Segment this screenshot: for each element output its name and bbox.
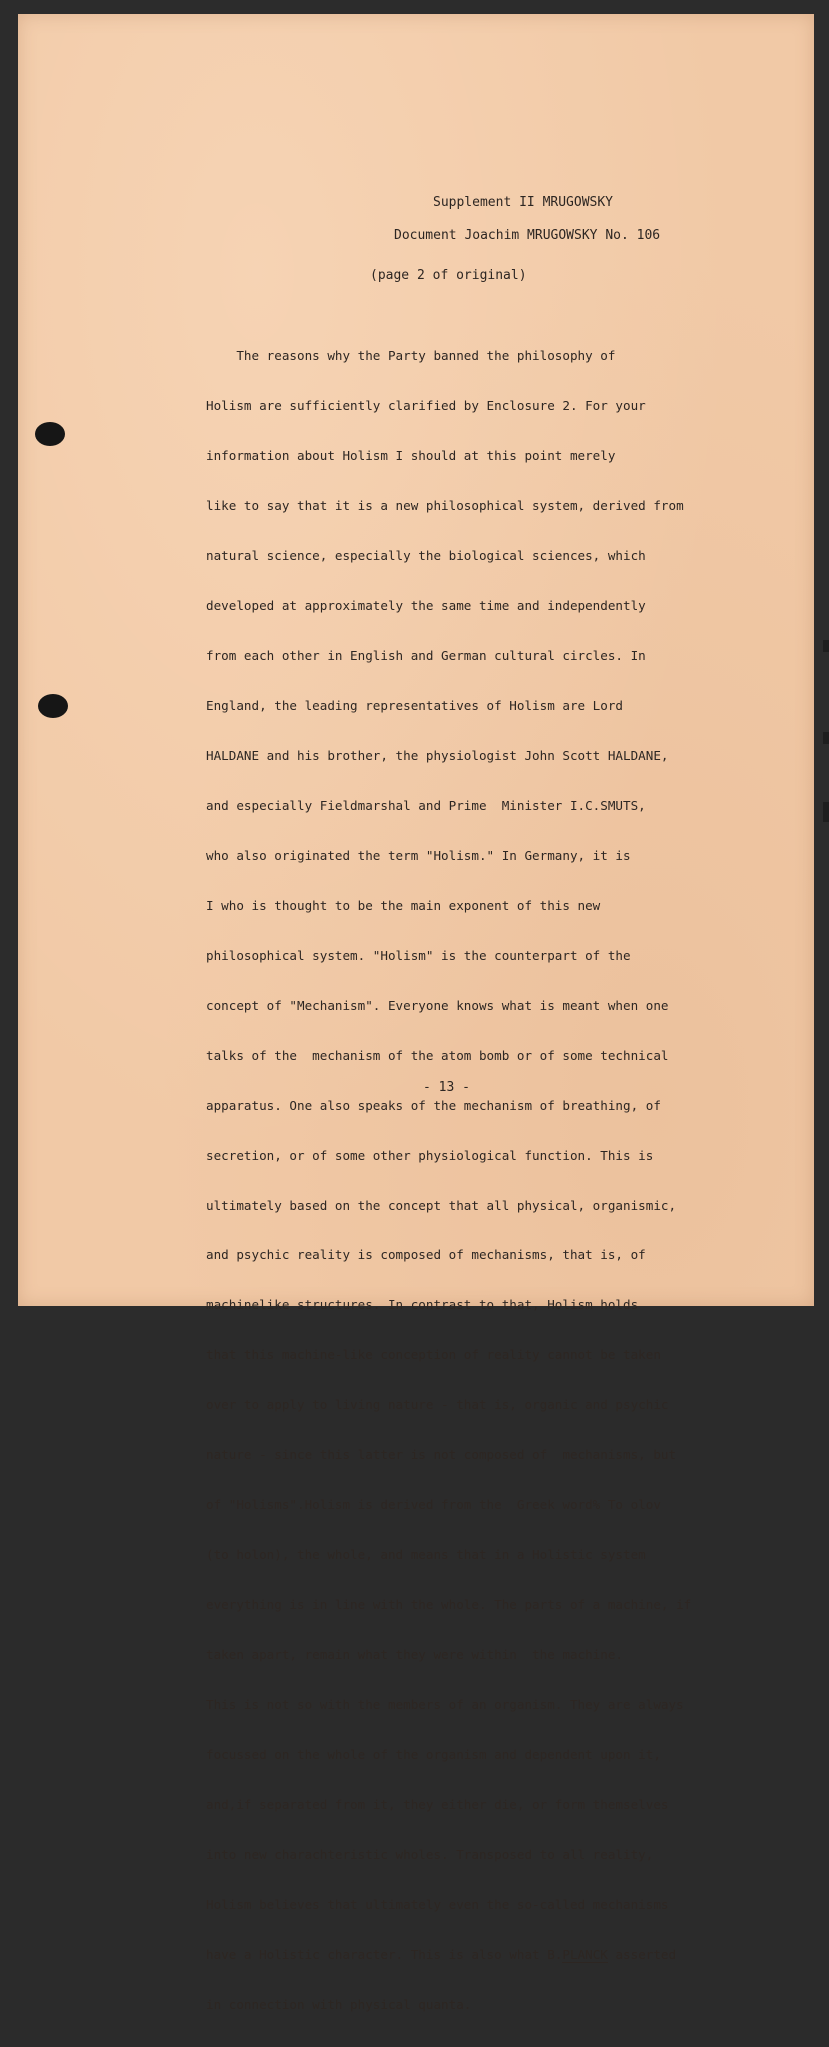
body-line: nature - since this latter is not composed of mechanisms, but — [206, 1447, 677, 1463]
body-line: like to say that it is a new philosophical system, derived from — [206, 498, 684, 514]
body-line: and especially Fieldmarshal and Prime Minister I.C.SMUTS, — [206, 797, 646, 813]
body-line: Holism are sufficiently clarified by Enclosure 2. For your — [206, 398, 646, 414]
page-number: - 13 - — [423, 1080, 470, 1095]
body-line: from each other in English and German cultural circles. In — [206, 648, 646, 664]
body-line: and,if separated from it, they either die, or form themselves — [206, 1796, 669, 1812]
body-line: everything is in line with the whole. The parts of a machine, if — [206, 1597, 692, 1613]
edge-mark — [823, 732, 829, 744]
document-reference: Document Joachim MRUGOWSKY No. 106 — [394, 228, 661, 243]
body-line: over to apply to living nature - that is, organic and psychic — [206, 1397, 669, 1413]
body-line: I who is thought to be the main exponent of this new — [206, 897, 601, 913]
punch-hole-icon — [38, 694, 68, 718]
body-line: information about Holism I should at this point merely — [206, 448, 616, 464]
edge-mark — [823, 640, 829, 652]
body-line: secretion, or of some other physiological function. This is — [206, 1147, 654, 1163]
body-line: and psychic reality is composed of mechanisms, that is, of — [206, 1247, 646, 1263]
body-line: natural science, especially the biological sciences, which — [206, 548, 646, 564]
body-line-start: have a Holistic character. This is also what B. — [206, 1946, 563, 1962]
body-line: England, the leading representatives of Holism are Lord — [206, 697, 624, 713]
body-line: talks of the mechanism of the atom bomb or of some technical — [206, 1047, 669, 1063]
body-line: taken apart, remain what they were within the machine. — [206, 1647, 624, 1663]
body-line: The reasons why the Party banned the philosophy of — [206, 348, 616, 364]
body-line: ultimately based on the concept that all physical, organismic, — [206, 1197, 677, 1213]
body-line: apparatus. One also speaks of the mechanism of breathing, of — [206, 1097, 661, 1113]
body-line: in connection with physical quanta. — [206, 1996, 472, 2012]
original-page-reference: (page 2 of original) — [370, 268, 527, 283]
supplement-heading: Supplement II MRUGOWSKY — [433, 195, 614, 210]
body-line: This is not so with the members of an organism. They are always — [206, 1697, 684, 1713]
body-line: machinelike structures. In contrast to that, Holism holds — [206, 1297, 639, 1313]
body-line: focussed on the whole of the organism and dependent upon it, — [206, 1747, 661, 1762]
body-line: that this machine-like conception of reality cannot be taken — [206, 1347, 661, 1363]
body-line: developed at approximately the same time and independently — [206, 598, 646, 614]
body-line: HALDANE and his brother, the physiologist John Scott HALDANE, — [206, 747, 669, 763]
body-text — [206, 315, 691, 2047]
edge-mark — [823, 802, 829, 822]
body-line: concept of "Mechanism". Everyone knows what is meant when one — [206, 997, 669, 1013]
body-line-planck — [206, 1947, 691, 1964]
body-line: who also originated the term "Holism." In Germany, it is — [206, 847, 631, 863]
body-line: into new charachteristic wholes. Transposed to all reality, — [206, 1846, 654, 1862]
planck-name-underlined: PLANCK — [562, 1946, 608, 1962]
punch-hole-icon — [35, 422, 65, 446]
body-line-end: asserted — [607, 1946, 677, 1962]
body-line: Holism believes that ultimately even the so-called mechanisms — [206, 1896, 669, 1912]
body-line: philosophical system. "Holism" is the counterpart of the — [206, 947, 631, 963]
body-line: of "Holisms".Holism is derived from the Greek word% To olov — [206, 1497, 661, 1513]
body-line: (to holon), the whole, and means that in a Holistic system — [206, 1547, 646, 1563]
